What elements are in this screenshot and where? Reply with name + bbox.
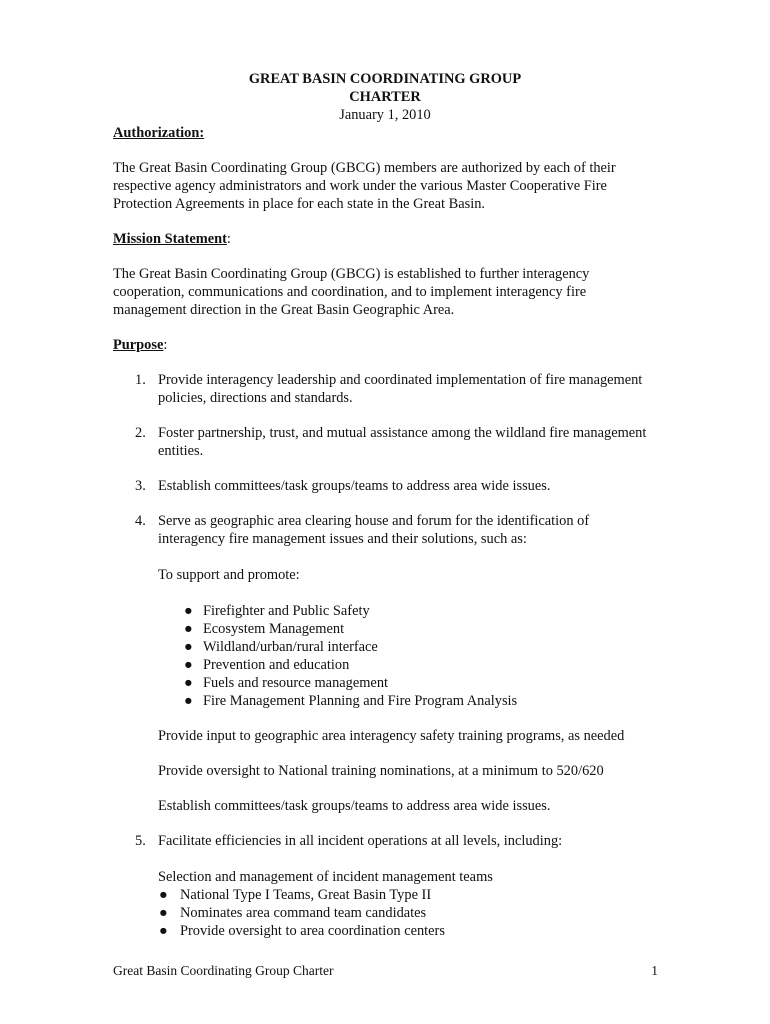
purpose-item-text: Facilitate efficiencies in all incident operations at all levels, including:	[158, 833, 563, 849]
bullet-text: Fuels and resource management	[203, 675, 389, 691]
list-item	[158, 602, 653, 620]
bullet-icon: ●	[184, 657, 193, 673]
list-item	[158, 904, 653, 922]
training-nominations-text: Provide oversight to National training nominations, at a minimum to 520/620	[158, 763, 604, 779]
bullet-text: National Type I Teams, Great Basin Type II	[180, 887, 432, 903]
committees-text: Establish committees/task groups/teams to address area wide issues.	[158, 798, 551, 814]
purpose-item-4	[113, 512, 653, 815]
purpose-item-5	[113, 832, 653, 940]
purpose-item-text: Serve as geographic area clearing house and forum for the identification of interagency fire management issues and their solutions, such as:	[158, 513, 590, 547]
bullet-icon: ●	[184, 693, 193, 709]
authorization-text: The Great Basin Coordinating Group (GBCG) members are authorized by each of their respective agency administrators and work under the various Master Cooperative Fire Protection Agreements in place for each state in the Great Basin.	[113, 160, 616, 212]
teams-intro: Selection and management of incident management teams	[158, 869, 493, 885]
list-item	[158, 674, 653, 692]
bullet-icon: ●	[184, 603, 193, 619]
bullet-text: Ecosystem Management	[203, 621, 345, 637]
list-item	[158, 886, 653, 904]
document-header	[0, 70, 770, 124]
bullet-icon: ●	[184, 621, 193, 637]
support-intro: To support and promote:	[158, 567, 300, 583]
purpose-heading-row	[113, 336, 653, 354]
purpose-item-number: 3.	[135, 478, 146, 494]
bullet-icon: ●	[159, 923, 168, 939]
mission-heading-row	[113, 230, 653, 248]
bullet-icon: ●	[159, 905, 168, 921]
bullet-text: Nominates area command team candidates	[180, 905, 427, 921]
list-item	[158, 922, 653, 940]
purpose-item-number: 1.	[135, 372, 146, 388]
list-item	[158, 620, 653, 638]
bullet-icon: ●	[184, 639, 193, 655]
bullet-text: Provide oversight to area coordination centers	[180, 923, 445, 939]
authorization-heading: Authorization:	[113, 125, 205, 141]
purpose-item-number: 2.	[135, 425, 146, 441]
bullet-text: Wildland/urban/rural interface	[203, 639, 378, 655]
list-item	[158, 638, 653, 656]
bullet-icon: ●	[184, 675, 193, 691]
bullet-text: Firefighter and Public Safety	[203, 603, 370, 619]
bullet-icon: ●	[159, 887, 168, 903]
purpose-list	[113, 371, 653, 940]
mission-heading: Mission Statement	[113, 231, 227, 247]
purpose-item-number: 5.	[135, 833, 146, 849]
list-item	[158, 656, 653, 674]
purpose-item-text: Establish committees/task groups/teams to address area wide issues.	[158, 478, 551, 494]
purpose-item-number: 4.	[135, 513, 146, 529]
bullet-text: Prevention and education	[203, 657, 350, 673]
document-subtitle: CHARTER	[349, 89, 421, 105]
purpose-item-2	[113, 424, 653, 460]
purpose-item-text: Provide interagency leadership and coordinated implementation of fire management policies, directions and standards.	[158, 372, 643, 406]
footer-title: Great Basin Coordinating Group Charter	[113, 963, 334, 978]
bullet-text: Fire Management Planning and Fire Program Analysis	[203, 693, 518, 709]
document-date: January 1, 2010	[339, 107, 431, 123]
teams-bullet-list	[158, 886, 653, 940]
purpose-item-3	[113, 477, 653, 495]
page-number: 1	[651, 963, 658, 978]
purpose-item-text: Foster partnership, trust, and mutual assistance among the wildland fire management entities.	[158, 425, 647, 459]
mission-heading-suffix: :	[226, 231, 231, 247]
list-item	[158, 692, 653, 710]
purpose-item-1	[113, 371, 653, 407]
document-body	[113, 124, 653, 940]
mission-text: The Great Basin Coordinating Group (GBCG) is established to further interagency cooperation, communications and coordination, and to implement interagency fire management direction in the Great Basin Geographic Area.	[113, 266, 590, 318]
authorization-heading-row	[113, 124, 653, 142]
document-title: GREAT BASIN COORDINATING GROUP	[248, 71, 522, 87]
purpose-heading-suffix: :	[163, 337, 168, 353]
purpose-heading: Purpose	[113, 337, 164, 353]
safety-training-text: Provide input to geographic area interagency safety training programs, as needed	[158, 728, 625, 744]
support-bullet-list	[158, 602, 653, 710]
